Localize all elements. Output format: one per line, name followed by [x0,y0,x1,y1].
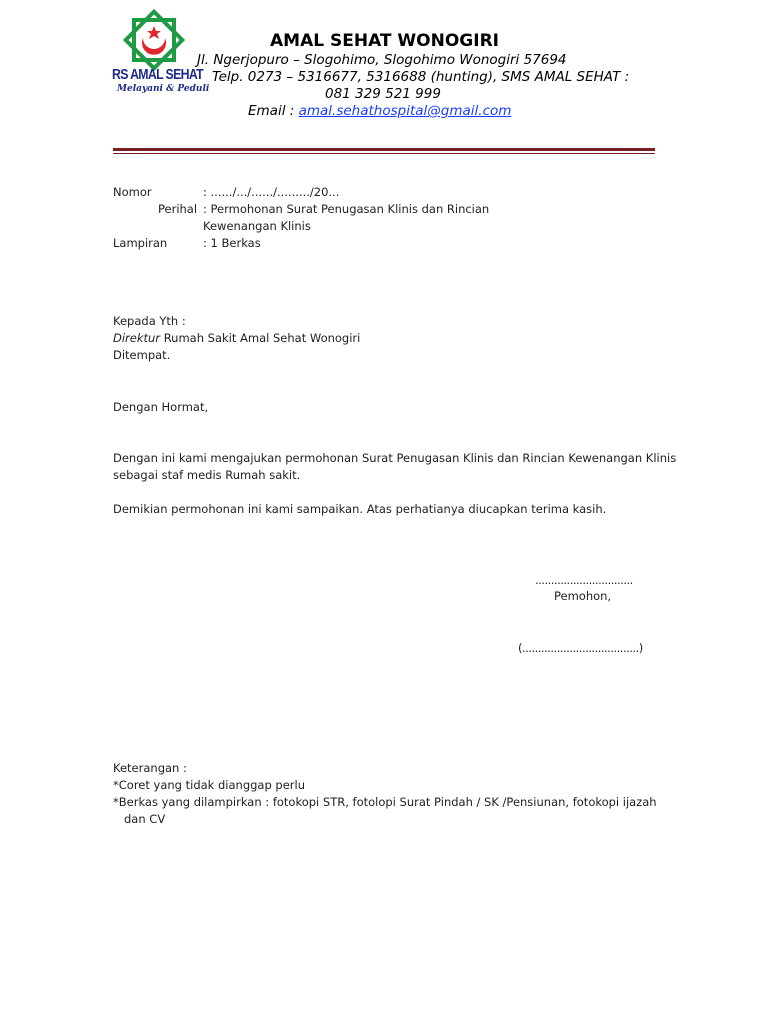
body-para1-line1: Dengan ini kami mengajukan permohonan Surat Penugasan Klinis dan Rincian Kewenangan Klinis [113,451,677,465]
lampiran-label: Lampiran [113,236,168,250]
notes-item1: *Coret yang tidak dianggap perlu [113,778,306,792]
recipient-line [113,331,360,345]
recipient-kepada: Kepada Yth : [113,314,186,328]
letterhead-telp: Telp. 0273 – 5316677, 5316688 (hunting), SMS AMAL SEHAT : [212,69,630,85]
lampiran-value: : 1 Berkas [203,236,261,250]
notes-item2-line1: *Berkas yang dilampirkan : fotokopi STR, fotolopi Surat Pindah / SK /Pensiunan, fotokopi ijazah [113,795,657,809]
perihal-value-line2: Kewenangan Klinis [203,219,311,233]
notes-title: Keterangan : [113,761,187,775]
perihal-label: Perihal [158,202,198,216]
recipient-ditempat: Ditempat. [113,348,171,362]
perihal-value-line1: : Permohonan Surat Penugasan Klinis dan Rincian [203,202,490,216]
logo-name: RS AMAL SEHAT [112,66,204,83]
letterhead-address: Jl. Ngerjopuro – Slogohimo, Slogohimo Wonogiri 57694 [197,52,567,68]
signature-name: (.....................................) [518,641,643,655]
nomor-label: Nomor [113,185,152,199]
logo-tagline: Melayani & Peduli [117,84,210,94]
letterhead-rule-thick [113,148,655,151]
letterhead-email-line [248,103,511,119]
greeting: Dengan Hormat, [113,400,209,414]
body-para2: Demikian permohonan ini kami sampaikan. Atas perhatianya diucapkan terima kasih. [113,502,607,516]
recipient-institution: Rumah Sakit Amal Sehat Wonogiri [160,331,361,345]
recipient-direktur: Direktur [113,331,161,345]
letterhead-title: AMAL SEHAT WONOGIRI [270,31,499,51]
letterhead-sms: 081 329 521 999 [325,86,441,102]
letterhead-rule-thin [113,153,655,154]
notes-item2-line2: dan CV [124,812,166,826]
body-para1-line2: sebagai staf medis Rumah sakit. [113,468,301,482]
signature-role: Pemohon, [554,589,612,603]
email-label: Email : [248,103,299,119]
email-link[interactable]: amal.sehathospital@gmail.com [298,103,512,119]
signature-place-date: ............................... [535,573,633,587]
nomor-value: : ....../.../....../........./20... [203,185,340,199]
